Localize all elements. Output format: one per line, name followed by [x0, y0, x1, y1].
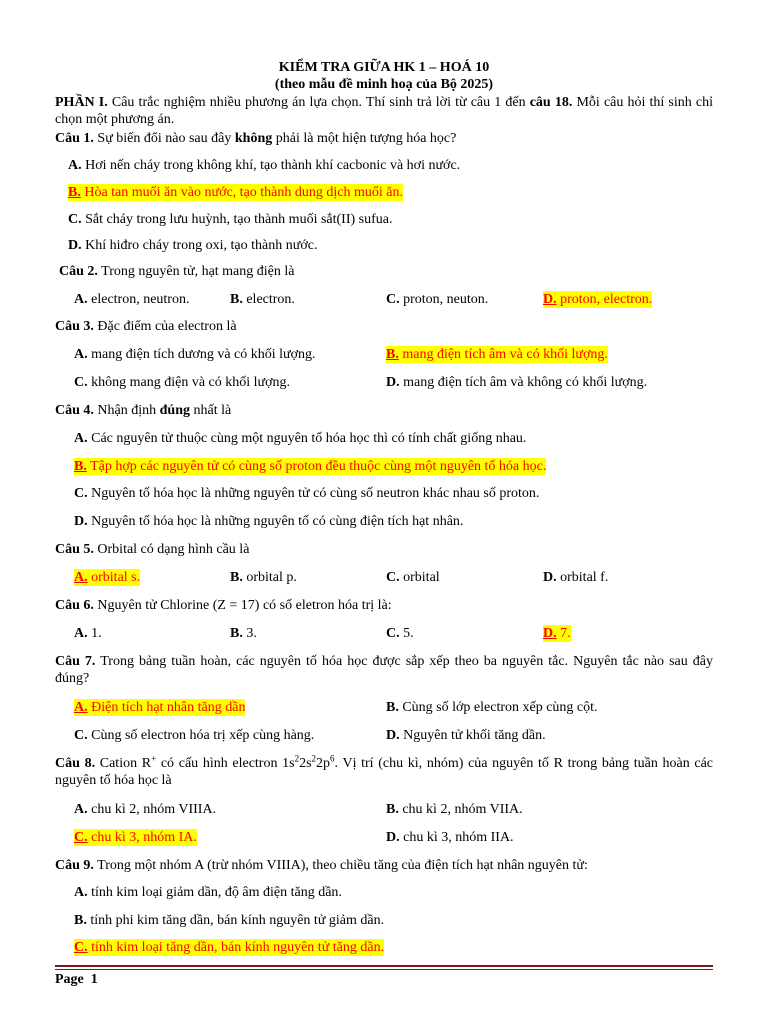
option-text: tính kim loại tăng dần, bán kính nguyên tử tăng dần. [87, 940, 385, 955]
question-text: có cấu hình electron 1s [156, 756, 295, 771]
question-text: Sự biến đổi nào sau đây [93, 131, 235, 146]
q4-option-a [74, 430, 526, 447]
option-text: tính kim loại giảm dần, độ âm điện tăng dần. [87, 885, 342, 900]
page-label: Page [55, 972, 84, 987]
option-text: chu kì 3, nhóm IIA. [399, 830, 514, 845]
q3-option-d [386, 374, 647, 391]
q2-option-a [74, 291, 189, 308]
question-label: Câu 1. [55, 131, 94, 146]
option-letter: B. [230, 570, 243, 585]
question-label: Câu 4. [55, 403, 94, 418]
option-letter: D. [74, 514, 88, 529]
footer-rule-thin [55, 969, 713, 970]
q9-option-b [74, 912, 384, 929]
question-4 [55, 402, 713, 419]
option-letter: A. [68, 158, 82, 173]
option-text: 3. [242, 626, 257, 641]
question-text: Cation R [95, 756, 152, 771]
q1-option-c [68, 211, 392, 228]
question-emphasis: đúng [159, 403, 190, 418]
option-text: tính phi kim tăng dần, bán kính nguyên tử giảm dần. [86, 913, 385, 928]
question-text: Đặc điểm của electron là [93, 319, 237, 334]
question-text: . Vị trí (chu kì, nhóm) của nguyên tố R trong bảng tuần hoàn các nguyên tố hóa học là [55, 756, 714, 788]
option-text: Sắt cháy trong lưu huỳnh, tạo thành muối sắt(II) sufua. [81, 212, 393, 227]
option-letter: B. [74, 913, 87, 928]
option-text: electron, neutron. [87, 292, 190, 307]
superscript: 2 [311, 753, 317, 764]
option-text: Nguyên tố hóa học là những nguyên tố có cùng điện tích hạt nhân. [87, 514, 464, 529]
q4-option-c [74, 485, 539, 502]
option-text: Cùng số electron hóa trị xếp cùng hàng. [87, 728, 315, 743]
question-label: Câu 3. [55, 319, 94, 334]
q7-option-a-answer [74, 699, 245, 716]
question-8 [55, 755, 713, 789]
option-text: orbital [399, 570, 440, 585]
q3-option-b-answer [386, 346, 608, 363]
option-letter: B. [68, 185, 81, 200]
question-text: 2p [316, 756, 331, 771]
exam-page [55, 0, 713, 1024]
q5-option-a-answer [74, 569, 140, 586]
option-letter: A. [74, 292, 88, 307]
option-letter: C. [74, 728, 88, 743]
option-text: Hòa tan muối ăn vào nước, tạo thành dung dịch muối ăn. [80, 185, 403, 200]
option-letter: D. [543, 570, 557, 585]
q6-option-d-answer [543, 625, 571, 642]
question-label: Câu 5. [55, 542, 94, 557]
option-text: Hơi nến cháy trong không khí, tạo thành khí cacbonic và hơi nước. [81, 158, 461, 173]
q9-option-a [74, 884, 342, 901]
option-letter: D. [543, 626, 557, 641]
part1-intro [55, 94, 713, 128]
q5-option-b [230, 569, 297, 586]
q6-option-a [74, 625, 102, 642]
q9-option-c-answer [74, 939, 384, 956]
q7-option-b [386, 699, 598, 716]
q2-option-c [386, 291, 488, 308]
q4-option-d [74, 513, 463, 530]
option-text: Nguyên tố hóa học là những nguyên tử có cùng số neutron khác nhau số proton. [87, 486, 540, 501]
option-letter: D. [68, 238, 82, 253]
option-letter: B. [74, 459, 87, 474]
question-text: Trong nguyên tử, hạt mang điện là [97, 264, 295, 279]
q1-option-d [68, 237, 317, 254]
option-letter: C. [386, 626, 400, 641]
q5-option-d [543, 569, 608, 586]
question-label: Câu 2. [59, 264, 98, 279]
option-text: Khí hiđro cháy trong oxi, tạo thành nước. [81, 238, 318, 253]
option-text: 5. [399, 626, 414, 641]
question-label: Câu 8. [55, 756, 96, 771]
question-1 [55, 130, 713, 147]
option-letter: D. [386, 728, 400, 743]
question-2 [59, 263, 713, 280]
question-7 [55, 653, 713, 687]
superscript: + [151, 753, 157, 764]
part1-text-a: Câu trắc nghiệm nhiều phương án lựa chọn. Thí sinh trả lời từ câu 1 đến [107, 95, 530, 110]
option-text: orbital p. [242, 570, 297, 585]
q6-option-c [386, 625, 414, 642]
page-subtitle: (theo mẫu đề minh hoạ của Bộ 2025) [274, 77, 494, 92]
option-text: 7. [556, 626, 571, 641]
option-text: mang điện tích dương và có khối lượng. [87, 347, 316, 362]
option-text: mang điện tích âm và có khối lượng. [398, 347, 608, 362]
option-text: proton, electron. [556, 292, 653, 307]
question-3 [55, 318, 713, 335]
q2-option-b [230, 291, 295, 308]
option-letter: A. [74, 570, 88, 585]
question-text: 2s [299, 756, 312, 771]
footer-rule [55, 965, 713, 967]
option-letter: A. [74, 431, 88, 446]
option-text: Tập hợp các nguyên tử có cùng số proton đều thuộc cùng một nguyên tố hóa học. [86, 459, 547, 474]
option-letter: B. [386, 700, 399, 715]
question-9 [55, 857, 713, 874]
option-letter: D. [386, 830, 400, 845]
question-label: Câu 7. [55, 654, 96, 669]
question-5 [55, 541, 713, 558]
option-text: mang điện tích âm và không có khối lượng. [399, 375, 648, 390]
option-letter: C. [74, 940, 88, 955]
question-label: Câu 9. [55, 858, 94, 873]
option-text: không mang điện và có khối lượng. [87, 375, 291, 390]
option-text: orbital f. [556, 570, 609, 585]
option-text: 1. [87, 626, 102, 641]
option-letter: B. [230, 626, 243, 641]
q3-option-c [74, 374, 290, 391]
option-letter: B. [386, 802, 399, 817]
option-text: chu kì 3, nhóm IA. [87, 830, 197, 845]
option-letter: A. [74, 626, 88, 641]
page-title: KIỂM TRA GIỮA HK 1 – HOÁ 10 [278, 60, 490, 75]
q3-option-a [74, 346, 316, 363]
question-text: Nguyên tử Chlorine (Z = 17) có số eletron hóa trị là: [93, 598, 392, 613]
q6-option-b [230, 625, 257, 642]
q4-option-b-answer [74, 458, 546, 475]
option-text: Cùng số lớp electron xếp cùng cột. [398, 700, 598, 715]
option-text: Nguyên tử khối tăng dần. [399, 728, 546, 743]
q1-option-b-answer [68, 184, 403, 201]
option-letter: D. [543, 292, 557, 307]
part1-text-b: câu 18. [529, 95, 573, 110]
option-text: proton, neuton. [399, 292, 489, 307]
option-letter: C. [74, 830, 88, 845]
question-text: Trong bảng tuần hoàn, các nguyên tố hóa học được sắp xếp theo ba nguyên tắc. Nguyên tắc nào sau đây đúng? [55, 654, 713, 686]
superscript: 2 [294, 753, 300, 764]
option-text: chu kì 2, nhóm VIIIA. [87, 802, 217, 817]
option-text: chu kì 2, nhóm VIIA. [398, 802, 523, 817]
q8-option-c-answer [74, 829, 197, 846]
question-text: Nhận định [93, 403, 160, 418]
q8-option-d [386, 829, 514, 846]
question-emphasis: không [234, 131, 273, 146]
option-text: Các nguyên tử thuộc cùng một nguyên tố hóa học thì có tính chất giống nhau. [87, 431, 527, 446]
option-letter: D. [386, 375, 400, 390]
option-letter: A. [74, 885, 88, 900]
option-letter: B. [386, 347, 399, 362]
question-text: Trong một nhóm A (trừ nhóm VIIIA), theo chiều tăng của điện tích hạt nhân nguyên tử: [93, 858, 588, 873]
part1-text-c: Mỗi câu hỏi thí sinh chỉ chọn một phương án. [55, 95, 713, 127]
option-text: Điện tích hạt nhân tăng dần [87, 700, 246, 715]
option-letter: C. [74, 375, 88, 390]
q2-option-d-answer [543, 291, 652, 308]
q7-option-d [386, 727, 546, 744]
question-text: Orbital có dạng hình cầu là [93, 542, 250, 557]
page-number: 1 [90, 972, 98, 987]
option-letter: A. [74, 700, 88, 715]
superscript: 6 [330, 753, 335, 764]
question-text: phải là một hiện tượng hóa học? [272, 131, 457, 146]
option-letter: B. [230, 292, 243, 307]
option-letter: A. [74, 802, 88, 817]
page-footer [55, 972, 98, 988]
question-text: nhất là [189, 403, 232, 418]
option-letter: A. [74, 347, 88, 362]
part1-label: PHẦN I. [55, 95, 108, 110]
option-text: orbital s. [87, 570, 141, 585]
question-label: Câu 6. [55, 598, 94, 613]
option-text: electron. [242, 292, 295, 307]
option-letter: C. [68, 212, 82, 227]
q7-option-c [74, 727, 314, 744]
q1-option-a [68, 157, 460, 174]
option-letter: C. [386, 292, 400, 307]
q8-option-a [74, 801, 216, 818]
q8-option-b [386, 801, 523, 818]
option-letter: C. [74, 486, 88, 501]
q5-option-c [386, 569, 440, 586]
option-letter: C. [386, 570, 400, 585]
question-6 [55, 597, 713, 614]
